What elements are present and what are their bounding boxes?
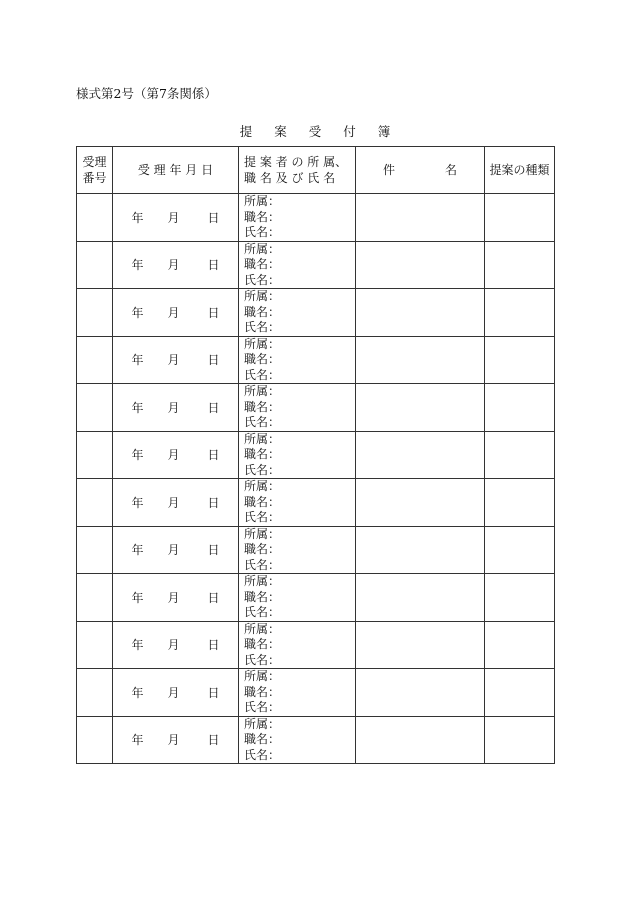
- receipt-date-cell[interactable]: [113, 669, 239, 717]
- month-label: 月: [167, 590, 180, 605]
- receipt-date-cell[interactable]: [113, 574, 239, 622]
- day-label: 日: [207, 400, 220, 415]
- proposal-type-cell[interactable]: [485, 431, 555, 479]
- receipt-number-cell[interactable]: [77, 479, 113, 527]
- receipt-number-cell[interactable]: [77, 384, 113, 432]
- month-label: 月: [167, 448, 180, 463]
- day-label: 日: [207, 305, 220, 320]
- subject-cell[interactable]: [356, 384, 485, 432]
- proposal-type-cell[interactable]: [485, 621, 555, 669]
- month-label: 月: [167, 543, 180, 558]
- position-label: 職名：: [244, 542, 281, 556]
- affiliation-label: 所属：: [244, 289, 281, 303]
- month-label: 月: [167, 638, 180, 653]
- receipt-number-cell[interactable]: [77, 431, 113, 479]
- table-row: [77, 621, 555, 669]
- year-label: 年: [131, 543, 144, 558]
- proposal-type-cell[interactable]: [485, 716, 555, 764]
- proposal-type-cell[interactable]: [485, 526, 555, 574]
- subject-cell[interactable]: [356, 479, 485, 527]
- year-label: 年: [131, 448, 144, 463]
- affiliation-label: 所属：: [244, 621, 281, 636]
- table-row: [77, 716, 555, 764]
- day-label: 日: [207, 590, 220, 605]
- affiliation-label: 所属：: [244, 336, 281, 351]
- subject-cell[interactable]: [356, 241, 485, 289]
- month-label: 月: [167, 353, 180, 368]
- affiliation-label: 所属：: [244, 384, 281, 398]
- affiliation-label: 所属：: [244, 669, 281, 683]
- month-label: 月: [167, 685, 180, 700]
- receipt-date-cell[interactable]: [113, 431, 239, 479]
- receipt-number-cell[interactable]: [77, 336, 113, 384]
- affiliation-label: 所属：: [244, 241, 281, 256]
- receipt-number-cell[interactable]: [77, 669, 113, 717]
- subject-cell[interactable]: [356, 621, 485, 669]
- proposer-info-cell[interactable]: [239, 431, 356, 479]
- position-label: 職名：: [244, 589, 281, 604]
- table-row: [77, 384, 555, 432]
- position-label: 職名：: [244, 399, 281, 414]
- subject-cell[interactable]: [356, 716, 485, 764]
- month-label: 月: [167, 400, 180, 415]
- position-label: 職名：: [244, 637, 281, 651]
- year-label: 年: [131, 733, 144, 748]
- subject-cell[interactable]: [356, 669, 485, 717]
- month-label: 月: [167, 305, 180, 320]
- proposer-info-cell[interactable]: [239, 289, 356, 337]
- day-label: 日: [207, 448, 220, 463]
- affiliation-label: 所属：: [244, 431, 281, 446]
- proposal-type-cell[interactable]: [485, 479, 555, 527]
- proposer-info-cell[interactable]: [239, 384, 356, 432]
- proposer-info-cell[interactable]: [239, 669, 356, 717]
- year-label: 年: [131, 638, 144, 653]
- proposal-type-cell[interactable]: [485, 289, 555, 337]
- day-label: 日: [207, 210, 220, 225]
- affiliation-label: 所属：: [244, 194, 281, 208]
- title-char: 提: [239, 124, 253, 139]
- name-label: 氏名：: [244, 225, 281, 239]
- year-label: 年: [131, 353, 144, 368]
- year-label: 年: [131, 495, 144, 510]
- month-label: 月: [167, 258, 180, 273]
- receipt-date-cell[interactable]: [113, 716, 239, 764]
- table-row: [77, 669, 555, 717]
- proposer-info-cell[interactable]: [239, 526, 356, 574]
- receipt-number-cell[interactable]: [77, 716, 113, 764]
- position-label: 職名：: [244, 447, 281, 461]
- month-label: 月: [167, 210, 180, 225]
- receipt-number-cell[interactable]: [77, 574, 113, 622]
- table-row: [77, 479, 555, 527]
- document-title: [0, 122, 630, 140]
- table-row: [77, 241, 555, 289]
- table-row: [77, 526, 555, 574]
- proposal-type-cell[interactable]: [485, 194, 555, 242]
- name-label: 氏名：: [244, 605, 281, 619]
- proposer-info-cell[interactable]: [239, 241, 356, 289]
- table-row: [77, 574, 555, 622]
- name-label: 氏名：: [244, 557, 281, 572]
- year-label: 年: [131, 258, 144, 273]
- proposer-info-cell[interactable]: [239, 716, 356, 764]
- position-label: 職名：: [244, 257, 281, 271]
- title-char: 簿: [377, 124, 391, 139]
- position-label: 職名：: [244, 684, 281, 699]
- receipt-date-cell[interactable]: [113, 479, 239, 527]
- receipt-number-cell[interactable]: [77, 241, 113, 289]
- month-label: 月: [167, 495, 180, 510]
- name-label: 氏名：: [244, 415, 281, 429]
- proposal-type-cell[interactable]: [485, 669, 555, 717]
- subject-cell[interactable]: [356, 431, 485, 479]
- proposal-type-cell[interactable]: [485, 384, 555, 432]
- proposer-info-cell[interactable]: [239, 194, 356, 242]
- form-label: 様式第2号（第7条関係）: [76, 86, 217, 101]
- header-date: 受 理 年 月 日: [113, 147, 239, 194]
- receipt-date-cell[interactable]: [113, 621, 239, 669]
- position-label: 職名：: [244, 494, 281, 509]
- subject-cell[interactable]: [356, 574, 485, 622]
- table-row: [77, 336, 555, 384]
- day-label: 日: [207, 685, 220, 700]
- subject-cell[interactable]: [356, 289, 485, 337]
- name-label: 氏名：: [244, 700, 281, 714]
- receipt-number-cell[interactable]: [77, 526, 113, 574]
- name-label: 氏名：: [244, 367, 281, 382]
- table-row: [77, 431, 555, 479]
- month-label: 月: [167, 733, 180, 748]
- year-label: 年: [131, 210, 144, 225]
- year-label: 年: [131, 590, 144, 605]
- header-subject: 件 名: [356, 147, 485, 194]
- name-label: 氏名：: [244, 747, 281, 762]
- affiliation-label: 所属：: [244, 526, 281, 541]
- name-label: 氏名：: [244, 272, 281, 287]
- subject-cell[interactable]: [356, 526, 485, 574]
- name-label: 氏名：: [244, 320, 281, 334]
- proposer-info-cell[interactable]: [239, 479, 356, 527]
- header-type: 提案の種類: [485, 147, 555, 194]
- position-label: 職名：: [244, 304, 281, 319]
- proposal-register-table: [76, 146, 555, 764]
- receipt-date-cell[interactable]: [113, 336, 239, 384]
- day-label: 日: [207, 258, 220, 273]
- receipt-date-cell[interactable]: [113, 241, 239, 289]
- receipt-number-cell[interactable]: [77, 289, 113, 337]
- subject-cell[interactable]: [356, 194, 485, 242]
- position-label: 職名：: [244, 352, 281, 366]
- day-label: 日: [207, 495, 220, 510]
- day-label: 日: [207, 638, 220, 653]
- day-label: 日: [207, 543, 220, 558]
- year-label: 年: [131, 305, 144, 320]
- title-char: 受: [308, 124, 322, 139]
- proposal-type-cell[interactable]: [485, 241, 555, 289]
- receipt-date-cell[interactable]: [113, 384, 239, 432]
- table-row: [77, 289, 555, 337]
- day-label: 日: [207, 353, 220, 368]
- name-label: 氏名：: [244, 652, 281, 667]
- receipt-number-cell[interactable]: [77, 621, 113, 669]
- header-row: [77, 147, 555, 194]
- table-row: [77, 194, 555, 242]
- position-label: 職名：: [244, 209, 281, 224]
- receipt-date-cell[interactable]: [113, 289, 239, 337]
- header-proposer: 提 案 者 の 所 属、 職 名 及 び 氏 名: [239, 147, 356, 194]
- proposer-info-cell[interactable]: [239, 336, 356, 384]
- affiliation-label: 所属：: [244, 716, 281, 731]
- proposal-type-cell[interactable]: [485, 574, 555, 622]
- proposer-info-cell[interactable]: [239, 621, 356, 669]
- name-label: 氏名：: [244, 462, 281, 477]
- proposal-type-cell[interactable]: [485, 336, 555, 384]
- subject-cell[interactable]: [356, 336, 485, 384]
- position-label: 職名：: [244, 732, 281, 746]
- affiliation-label: 所属：: [244, 574, 281, 588]
- title-char: 案: [274, 124, 287, 139]
- receipt-date-cell[interactable]: [113, 194, 239, 242]
- receipt-number-cell[interactable]: [77, 194, 113, 242]
- day-label: 日: [207, 733, 220, 748]
- proposer-info-cell[interactable]: [239, 574, 356, 622]
- header-number: 受理 番号: [77, 147, 113, 194]
- receipt-date-cell[interactable]: [113, 526, 239, 574]
- name-label: 氏名：: [244, 510, 281, 524]
- title-char: 付: [343, 124, 356, 139]
- year-label: 年: [131, 685, 144, 700]
- affiliation-label: 所属：: [244, 479, 281, 493]
- year-label: 年: [131, 400, 144, 415]
